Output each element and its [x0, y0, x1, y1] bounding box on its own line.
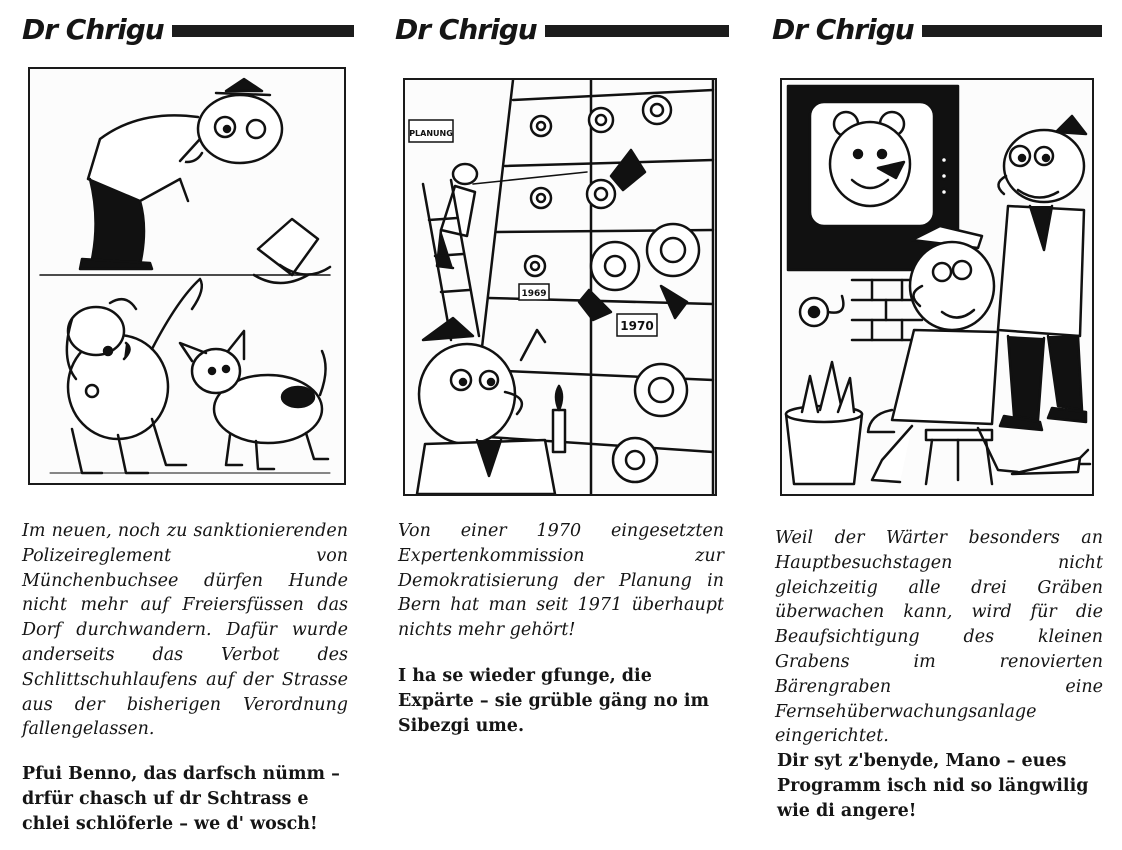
cartoon-panel-bear-tv: [780, 78, 1094, 496]
cartoon-panel-dogs: [28, 67, 346, 485]
cartoon-caption: Von einer 1970 eingesetzten Expertenkommission zur Demokratisierung der Planung in Bern hat man seit 1971 überhaupt nichts mehr gehört!: [398, 521, 724, 641]
cartoon-punchline: Dir syt z'benyde, Mano – eues Programm isch nid so längwilig wie di angere!: [777, 751, 1089, 821]
year-tag-right: 1970: [620, 319, 654, 333]
masthead-rule: [922, 25, 1102, 37]
cartoon-punchline: Pfui Benno, das darfsch nümm – drfür chasch uf dr Schtrass e chlei schlöferle – we d' wosch!: [22, 764, 340, 834]
planung-sign: PLANUNG: [409, 129, 453, 138]
cartoon-column-2: [395, 0, 735, 850]
bear-tv-illustration: [782, 80, 1092, 494]
masthead-rule: [545, 25, 729, 37]
cartoon-column-1: [22, 0, 362, 850]
cartoon-punchline: I ha se wieder gfunge, die Expärte – sie grüble gäng no im Sibezgi ume.: [398, 666, 710, 736]
masthead-rule: [172, 25, 354, 37]
masthead-title: Dr Chrigu: [772, 12, 914, 46]
masthead-title: Dr Chrigu: [22, 12, 164, 46]
archive-illustration: [405, 80, 715, 494]
cartoon-column-3: [772, 0, 1102, 850]
masthead-title: Dr Chrigu: [395, 12, 537, 46]
cartoon-panel-archive: [403, 78, 717, 496]
cartoon-caption: Im neuen, noch zu sanktionierenden Polizeireglement von Münchenbuchsee dürfen Hunde nicht mehr auf Freiersfüssen das Dorf durchwandern. Dafür wurde anderseits das Verbot des Schlittschuhlaufens auf der Strasse aus der bisherigen Verordnung fallengelassen.: [22, 521, 348, 740]
cartoon-caption: Weil der Wärter besonders an Hauptbesuchstagen nicht gleichzeitig alle drei Gräben überwachen kann, wird für die Beaufsichtigung des kleinen Grabens im renovierten Bärengraben eine Fernsehüberwachungsanlage eingerichtet.: [775, 528, 1103, 747]
dogs-illustration: [30, 69, 344, 483]
cartoon-masthead: [772, 10, 1102, 48]
year-tag-left: 1969: [521, 289, 547, 299]
cartoon-masthead: [395, 10, 729, 48]
cartoon-masthead: [22, 10, 354, 48]
